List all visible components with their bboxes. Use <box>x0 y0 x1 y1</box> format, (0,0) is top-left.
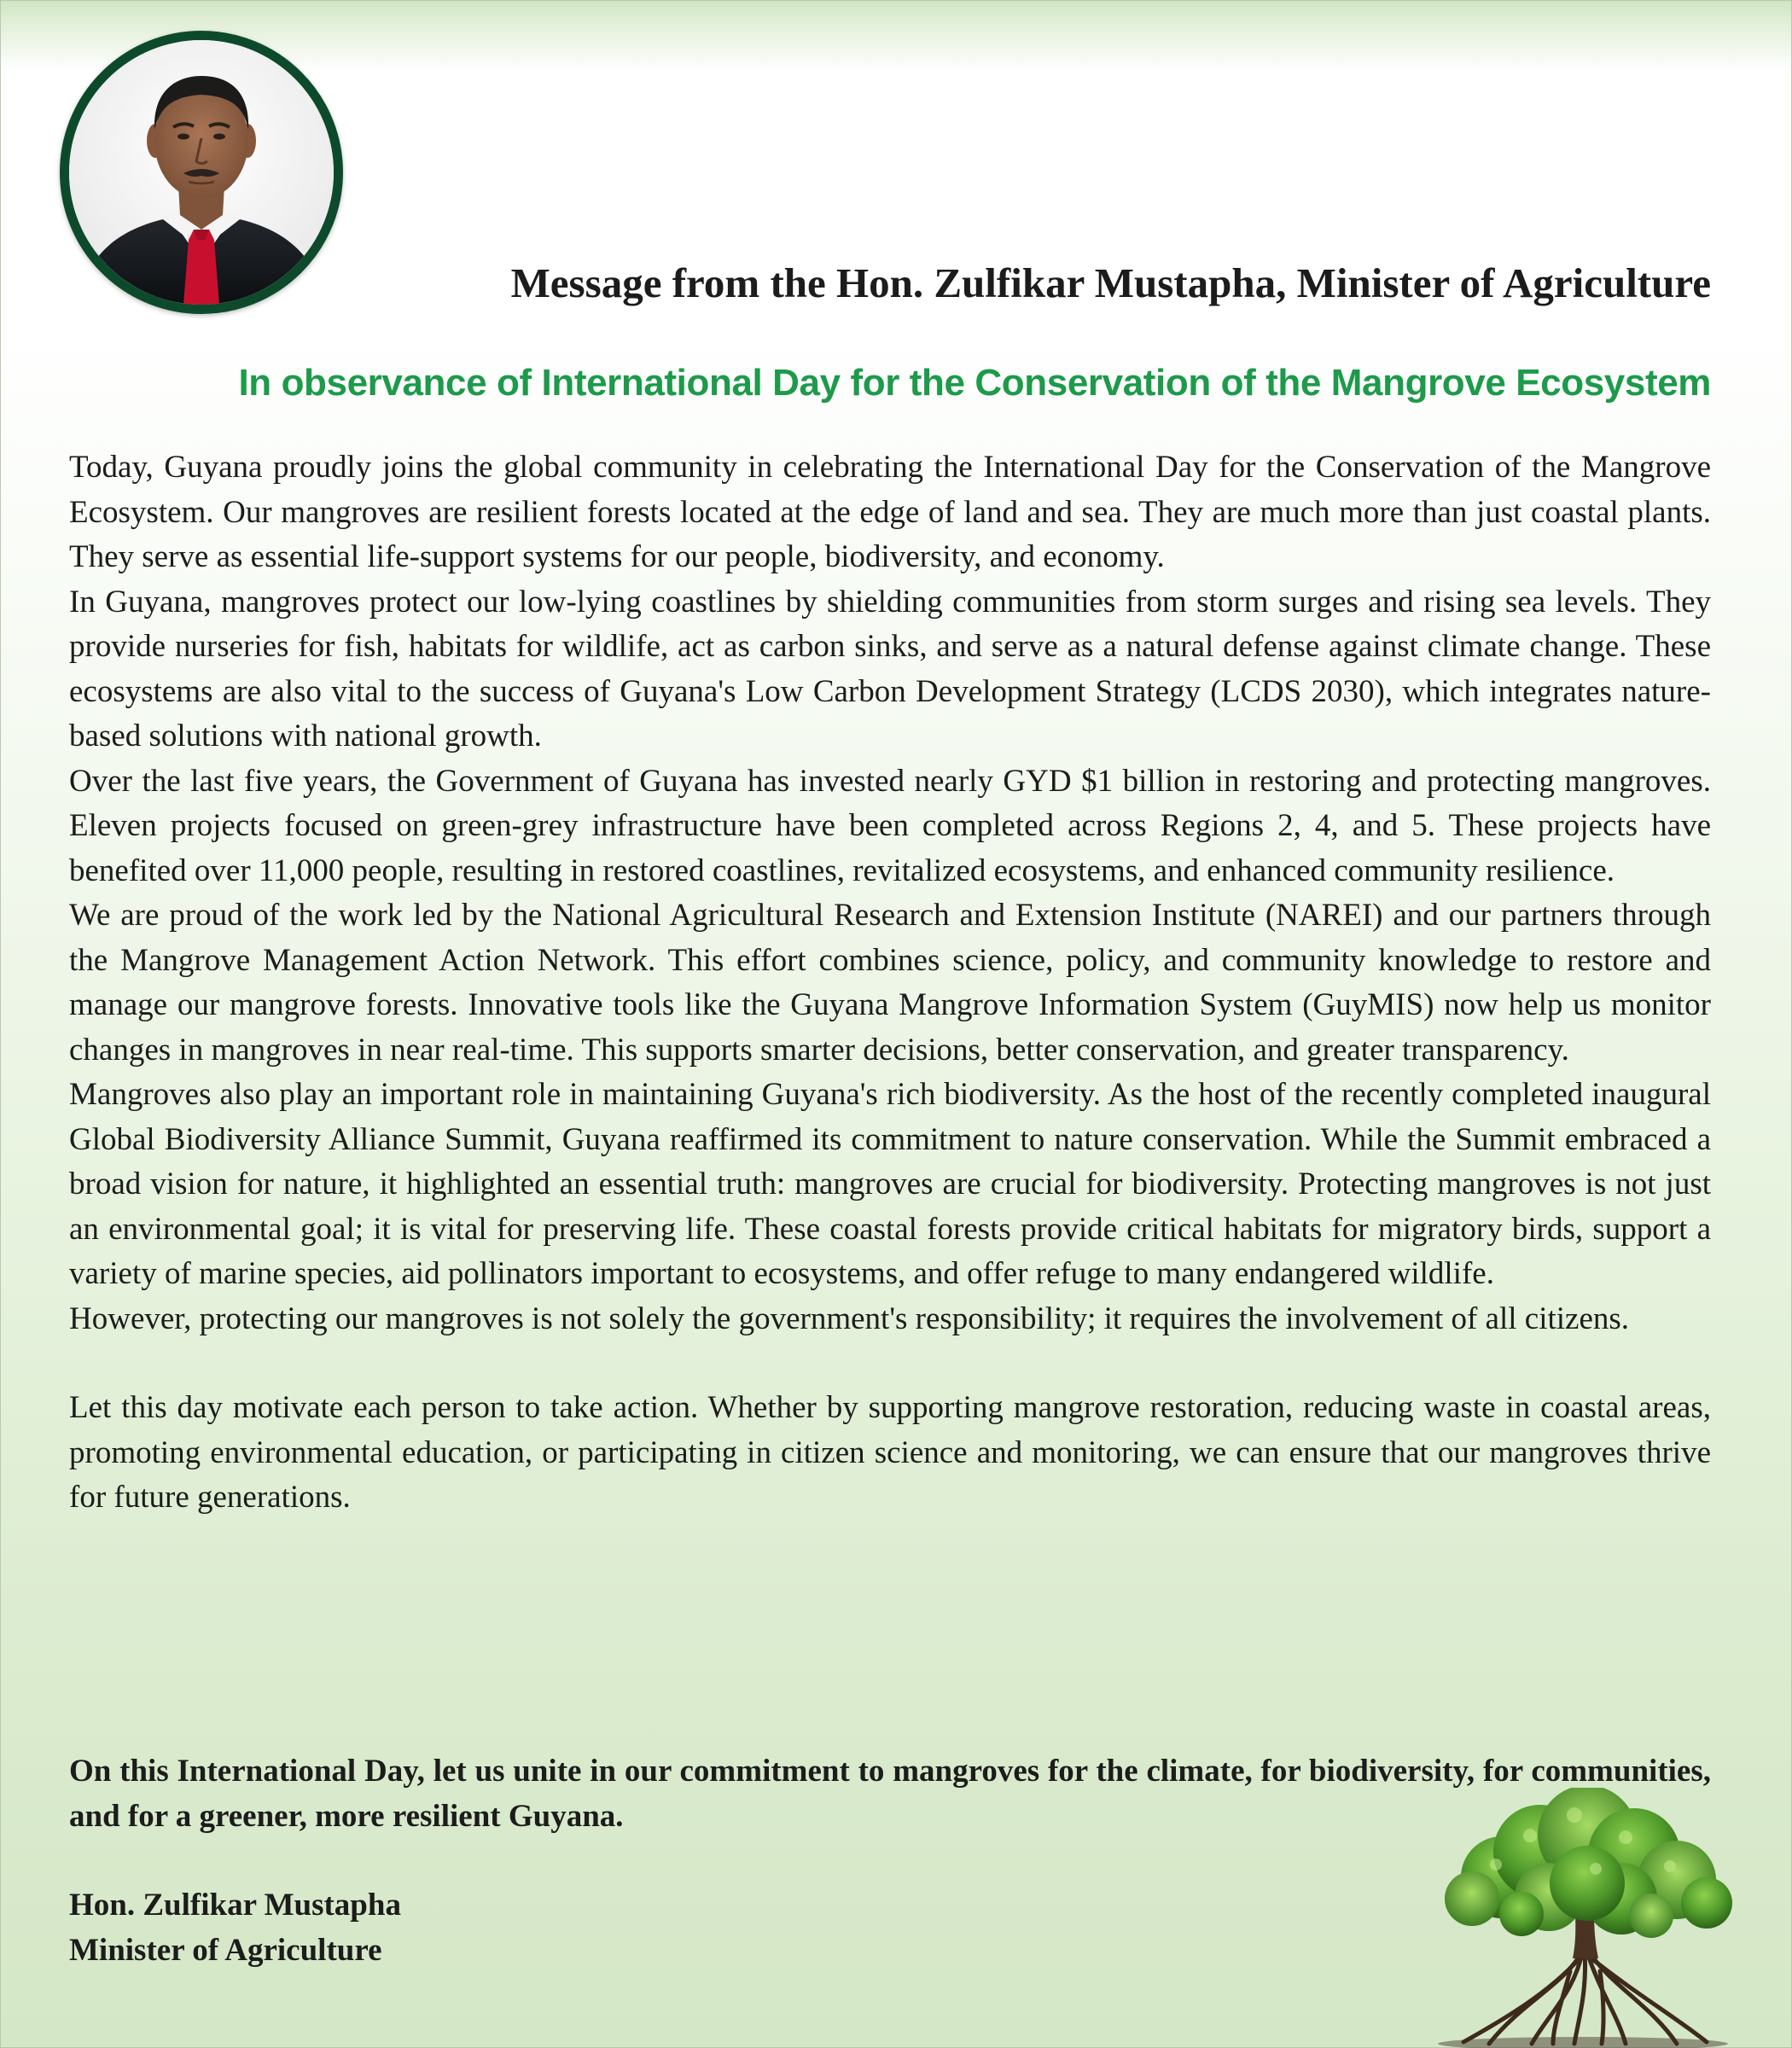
body-paragraph: Mangroves also play an important role in maintaining Guyana's rich biodiversity. As the host of the recently completed inaugural Global Biodiversity Alliance Summit, Guyana reaffirmed its commitment to nature conservation. While the Summit embraced a broad vision for nature, it highlighted an essential truth: mangroves are crucial for biodiversity. Protecting mangroves is not just an environmental goal; it is vital for preserving life. These coastal forests provide critical habitats for migratory birds, support a variety of marine species, aid pollinators important to ecosystems, and offer refuge to many endangered wildlife. <box>69 1077 1711 1291</box>
page-subtitle: In observance of International Day for the Conservation of the Mangrove Ecosystem <box>238 362 1711 404</box>
message-body <box>69 445 1711 1521</box>
body-paragraph: In Guyana, mangroves protect our low-lying coastlines by shielding communities from storm surges and rising sea levels. They provide nurseries for fish, habitats for wildlife, act as carbon sinks, and serve as a natural defense against climate change. These ecosystems are also vital to the success of Guyana's Low Carbon Development Strategy (LCDS 2030), which integrates nature-based solutions with national growth. <box>69 584 1711 753</box>
body-paragraph: Over the last five years, the Government of Guyana has invested nearly GYD $1 billion in restoring and protecting mangroves. Eleven projects focused on green-grey infrastructure have been completed across Regions 2, 4, and 5. These projects have benefited over 11,000 people, resulting in restored coastlines, revitalized ecosystems, and enhanced community resilience. <box>69 763 1711 888</box>
body-paragraph: We are proud of the work led by the National Agricultural Research and Extension Institute (NAREI) and our partners through the Mangrove Management Action Network. This effort combines science, policy, and community knowledge to restore and manage our mangrove forests. Innovative tools like the Guyana Mangrove Information System (GuyMIS) now help us monitor changes in mangroves in near real-time. This supports smarter decisions, better conservation, and greater transparency. <box>69 898 1711 1068</box>
body-paragraph: However, protecting our mangroves is not solely the government's responsibility; it requires the involvement of all citizens. <box>69 1300 1630 1336</box>
page-title: Message from the Hon. Zulfikar Mustapha, Minister of Agriculture <box>510 259 1711 306</box>
body-paragraph: Today, Guyana proudly joins the global community in celebrating the International Day for the Conservation of the Mangrove Ecosystem. Our mangroves are resilient forests located at the edge of land and sea. They are much more than just coastal plants. They serve as essential life-support systems for our people, biodiversity, and economy. <box>69 450 1711 574</box>
signature-title: Minister of Agriculture <box>69 1932 382 1968</box>
mangrove-tree-illustration <box>1421 1788 1745 2048</box>
signature-block <box>69 1883 401 1973</box>
closing-statement: On this International Day, let us unite in our commitment to mangroves for the climate, for biodiversity, for communities, and for a greener, more resilient Guyana. <box>69 1754 1711 1834</box>
minister-portrait <box>60 31 343 314</box>
signature-name: Hon. Zulfikar Mustapha <box>69 1888 401 1923</box>
body-paragraph: Let this day motivate each person to take action. Whether by supporting mangrove restoration, reducing waste in coastal areas, promoting environmental education, or participating in citizen science and monitoring, we can ensure that our mangroves thrive for future generations. <box>69 1390 1711 1515</box>
portrait-image <box>69 40 334 305</box>
